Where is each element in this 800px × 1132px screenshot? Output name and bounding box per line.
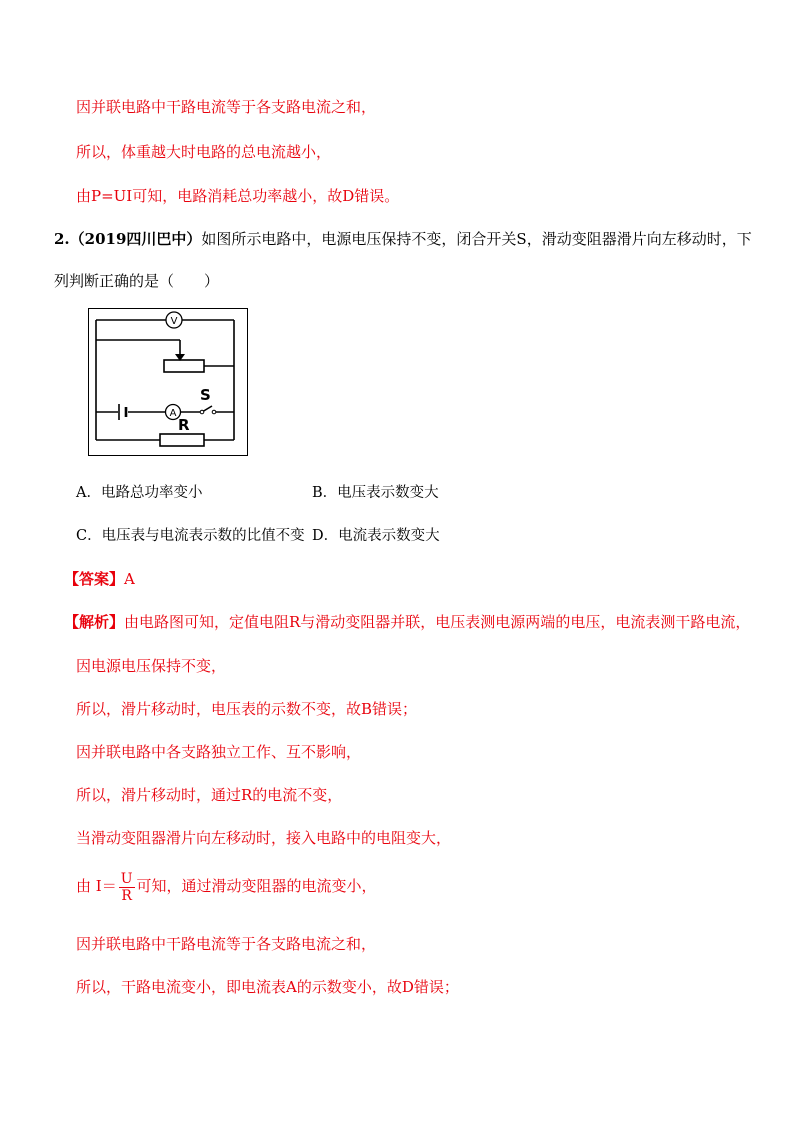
voltmeter-symbol: V (170, 316, 178, 327)
formula-numerator: U (120, 870, 133, 887)
ammeter-symbol: A (169, 408, 177, 419)
analysis-line-3: 因并联电路中各支路独立工作、互不影响， (76, 743, 362, 761)
formula-fraction (119, 871, 135, 904)
top-line-3: 由P=UI可知，电路消耗总功率越小，故D错误。 (76, 187, 400, 205)
option-a: A．电路总功率变小 (76, 485, 203, 501)
formula-denominator: R (121, 887, 132, 904)
question-source: （2019四川巴中） (69, 230, 202, 248)
analysis-after-1: 因并联电路中干路电流等于各支路电流之和， (76, 935, 377, 953)
question-number: 2. (54, 230, 70, 248)
top-line-1: 因并联电路中干路电流等于各支路电流之和， (76, 98, 377, 116)
analysis-line-2: 所以，滑片移动时，电压表的示数不变，故B错误； (76, 700, 418, 718)
analysis-formula-line (76, 866, 377, 906)
analysis-first-text: 由电路图可知，定值电阻R与滑动变阻器并联，电压表测电源两端的电压，电流表测干路电流， (124, 613, 751, 631)
answer-tag: 【答案】 (64, 570, 125, 588)
question-line-2: 列判断正确的是（ ） (54, 272, 220, 290)
analysis-line-1: 因电源电压保持不变， (76, 657, 227, 675)
analysis-line-4: 所以，滑片移动时，通过R的电流不变， (76, 786, 343, 804)
option-b: B．电压表示数变大 (312, 485, 439, 501)
analysis-line-5: 当滑动变阻器滑片向左移动时，接入电路中的电阻变大， (76, 829, 452, 847)
formula-suffix: 可知，通过滑动变阻器的电流变小， (136, 877, 377, 895)
analysis-after-2: 所以，干路电流变小，即电流表A的示数变小，故D错误； (76, 978, 459, 996)
switch-label: S (200, 386, 211, 404)
formula-prefix: 由 I＝ (76, 877, 117, 895)
circuit-diagram (88, 308, 248, 456)
analysis-first-line (64, 612, 750, 632)
option-d: D．电流表示数变大 (312, 528, 440, 544)
top-line-2: 所以，体重越大时电路的总电流越小， (76, 143, 332, 161)
question-text-1: 如图所示电路中，电源电压保持不变，闭合开关S，滑动变阻器滑片向左移动时，下 (201, 230, 752, 248)
question-line-1 (54, 229, 752, 249)
answer-value: A (124, 570, 135, 588)
option-c: C．电压表与电流表示数的比值不变 (76, 528, 305, 544)
resistor-label: R (178, 416, 190, 434)
analysis-tag: 【解析】 (64, 613, 125, 631)
answer-line (64, 569, 135, 589)
